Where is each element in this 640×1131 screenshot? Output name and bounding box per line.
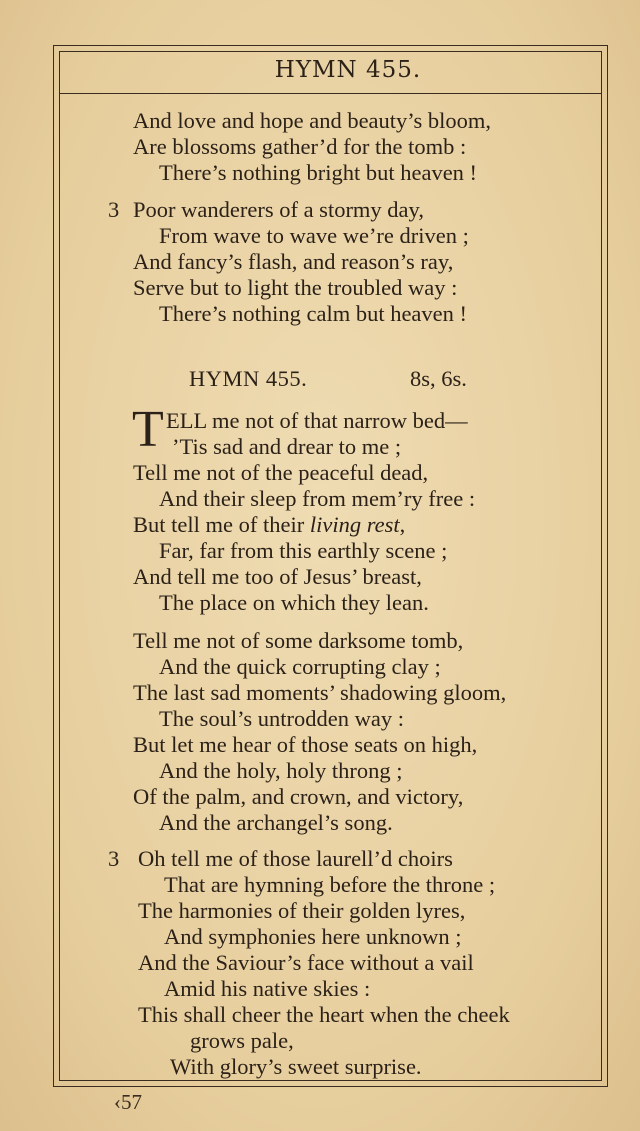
prev-verse-line-4: Serve but to light the troubled way : [133, 275, 458, 300]
verse3-line-8: grows pale, [190, 1028, 294, 1053]
verse3-line-1: Oh tell me of those laurell’d choirs [138, 846, 453, 871]
verse1-line-5-text: But tell me of their [133, 512, 305, 537]
verse2-line-1: Tell me not of some darksome tomb, [133, 628, 464, 653]
italic-phrase: living rest [309, 512, 400, 537]
verse2-line-7: Of the palm, and crown, and victory, [133, 784, 464, 809]
hymn-title: HYMN 455. [189, 366, 308, 391]
verse3-line-2: That are hymning before the throne ; [164, 872, 496, 897]
prev-verse-line-2: From wave to wave we’re driven ; [159, 223, 469, 248]
verse2-line-8: And the archangel’s song. [159, 810, 393, 835]
verse2-line-5: But let me hear of those seats on high, [133, 732, 478, 757]
verse2-line-2: And the quick corrupting clay ; [159, 654, 441, 679]
verse1-line-5 [133, 512, 405, 538]
prev-verse-line-3: And fancy’s flash, and reason’s ray, [133, 249, 454, 274]
prev-verse-line-5: There’s nothing calm but heaven ! [159, 301, 468, 326]
verse1-line-6: Far, far from this earthly scene ; [159, 538, 448, 563]
verse1-line-2: ’Tis sad and drear to me ; [172, 434, 402, 459]
continuation-line-1: And love and hope and beauty’s bloom, [133, 108, 492, 133]
verse1-line-1: ELL me not of that narrow bed— [166, 408, 468, 433]
drop-cap: T [132, 401, 164, 458]
verse2-line-4: The soul’s untrodden way : [159, 706, 404, 731]
continuation-line-3: There’s nothing bright but heaven ! [159, 160, 478, 185]
running-head: HYMN 455. [274, 57, 422, 83]
verse3-line-3: The harmonies of their golden lyres, [138, 898, 466, 923]
verse2-line-6: And the holy, holy throng ; [159, 758, 403, 783]
verse-number: 3 [108, 197, 120, 222]
verse1-line-4: And their sleep from mem’ry free : [159, 486, 476, 511]
prev-verse-line-1: Poor wanderers of a stormy day, [133, 197, 424, 222]
verse3-line-9: With glory’s sweet surprise. [170, 1054, 422, 1079]
verse3-line-5: And the Saviour’s face without a vail [138, 950, 474, 975]
verse2-line-3: The last sad moments’ shadowing gloom, [133, 680, 507, 705]
verse3-line-7: This shall cheer the heart when the cheek [138, 1002, 510, 1027]
verse1-line-7: And tell me too of Jesus’ breast, [133, 564, 422, 589]
page-number: ‹57 [114, 1090, 142, 1114]
italic-suffix: , [399, 512, 406, 537]
verse1-line-8: The place on which they lean. [159, 590, 429, 615]
continuation-line-2: Are blossoms gather’d for the tomb : [133, 134, 467, 159]
verse1-line-3: Tell me not of the peaceful dead, [133, 460, 429, 485]
hymn-meter: 8s, 6s. [410, 366, 467, 391]
header-rule [60, 93, 602, 94]
verse3-number: 3 [108, 846, 120, 871]
verse3-line-6: Amid his native skies : [164, 976, 371, 1001]
verse3-line-4: And symphonies here unknown ; [164, 924, 462, 949]
